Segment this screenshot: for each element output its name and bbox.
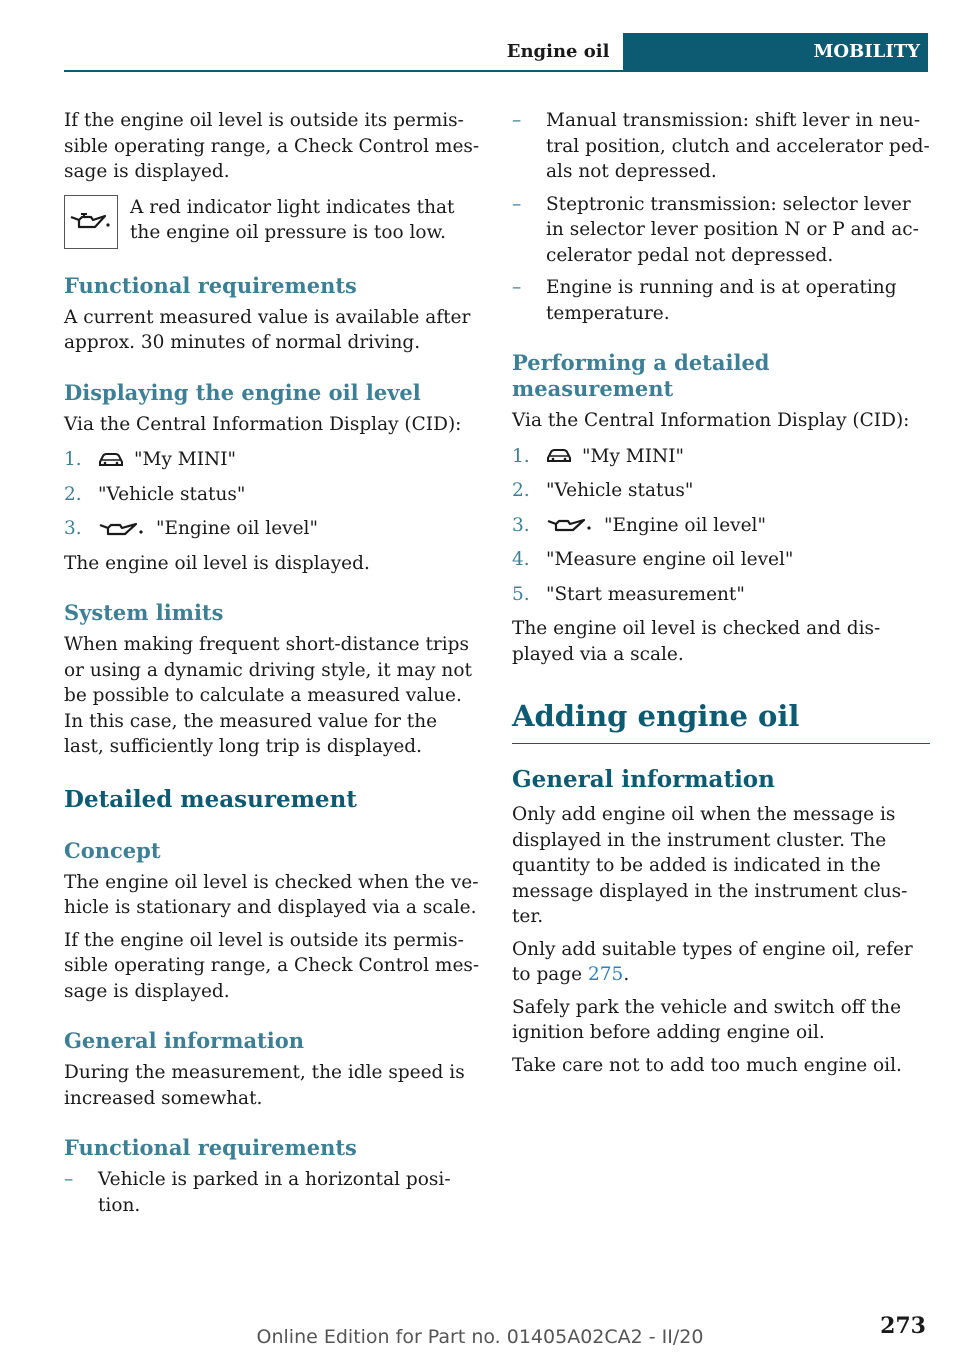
step-number: 2. xyxy=(512,480,530,501)
list-item xyxy=(512,192,930,269)
step-text: "Vehicle status" xyxy=(546,480,694,501)
heading-general-information: General information xyxy=(64,1028,305,1053)
car-icon xyxy=(98,447,124,473)
perform-result: The engine oil level is checked and dis-played via a scale. xyxy=(512,618,881,665)
add-text-1: Only add engine oil when the message is displayed in the instrument cluster. The quantity to be added is indicated in the message displayed in the instrument clus-ter. xyxy=(512,804,908,927)
footer-edition: Online Edition for Part no. 01405A02CA2 - II/20 xyxy=(256,1326,704,1348)
left-column xyxy=(64,108,482,1225)
add-text-2 xyxy=(512,937,930,988)
step-text: "Engine oil level" xyxy=(604,514,766,536)
perform-steps-list xyxy=(512,444,930,608)
page-reference-link[interactable]: 275 xyxy=(588,964,624,985)
general-information-text: During the measurement, the idle speed is increased somewhat. xyxy=(64,1062,465,1109)
oil-can-icon xyxy=(64,195,118,249)
header-rule xyxy=(64,70,928,72)
step-text: "My MINI" xyxy=(134,449,237,470)
add-text-2-suffix: . xyxy=(623,964,630,985)
list-item xyxy=(512,513,930,539)
requirements-list xyxy=(64,1167,482,1218)
list-item xyxy=(64,1167,482,1218)
list-item xyxy=(64,482,482,508)
requirement-text: Engine is running and is at operating temperature. xyxy=(546,277,897,324)
step-text: "Vehicle status" xyxy=(98,483,246,505)
running-header xyxy=(493,33,928,70)
car-icon xyxy=(546,444,572,470)
step-number: 1. xyxy=(512,445,530,467)
header-section-title: Engine oil xyxy=(506,41,610,62)
performing-intro: Via the Central Information Display (CID): xyxy=(512,410,910,431)
page-number: 273 xyxy=(880,1313,926,1339)
heading-system-limits: System limits xyxy=(64,600,224,625)
step-number: 4. xyxy=(512,549,530,570)
display-steps-list xyxy=(64,447,482,542)
displaying-intro: Via the Central Information Display (CID): xyxy=(64,413,462,435)
display-result: The engine oil level is displayed. xyxy=(64,552,370,574)
step-number: 2. xyxy=(64,483,82,505)
heading-functional-requirements: Functional requirements xyxy=(64,272,357,298)
oil-can-icon xyxy=(546,513,594,539)
step-text: "Measure engine oil level" xyxy=(546,549,794,570)
heading-detailed-measurement: Detailed measurement xyxy=(64,785,357,813)
add-text-2-prefix: Only add suitable types of engine oil, refer to page xyxy=(512,938,913,985)
list-item xyxy=(512,108,930,185)
system-limits-text: When making frequent short-distance trips or using a dynamic driving style, it may not be possible to calculate a measured value. In this case, the measured value for the last, sufficiently long trip is displayed. xyxy=(64,634,472,757)
heading-concept: Concept xyxy=(64,837,161,863)
step-number: 3. xyxy=(512,514,530,536)
right-column xyxy=(512,108,930,1085)
heading-displaying-oil-level: Displaying the engine oil level xyxy=(64,379,421,405)
list-item xyxy=(512,478,930,504)
warning-indicator-note xyxy=(64,195,482,249)
step-number: 3. xyxy=(64,518,82,539)
step-text: "Engine oil level" xyxy=(156,518,318,539)
heading-performing-measurement: Performing a detailed measurement xyxy=(512,350,770,401)
heading-adding-engine-oil: Adding engine oil xyxy=(512,697,930,744)
intro-paragraph: If the engine oil level is outside its permis-sible operating range, a Check Control mes-sage is displayed. xyxy=(64,110,480,182)
step-text: "Start measurement" xyxy=(546,583,745,605)
oil-can-icon xyxy=(98,516,146,542)
concept-text-2: If the engine oil level is outside its permis-sible operating range, a Check Control mes-sage is displayed. xyxy=(64,929,480,1002)
step-number: 1. xyxy=(64,449,82,470)
functional-requirements-text: A current measured value is available after approx. 30 minutes of normal driving. xyxy=(64,306,471,353)
requirement-text: Manual transmission: shift lever in neu-tral position, clutch and accelerator ped-als not depressed. xyxy=(546,110,930,182)
heading-functional-requirements-2: Functional requirements xyxy=(64,1135,357,1160)
step-number: 5. xyxy=(512,583,530,605)
dash-bullet: – xyxy=(64,1169,74,1190)
heading-add-general-information: General information xyxy=(512,766,775,793)
requirements-list-continued xyxy=(512,108,930,326)
list-item xyxy=(512,444,930,470)
add-text-3: Safely park the vehicle and switch off the ignition before adding engine oil. xyxy=(512,996,902,1043)
requirement-text: Vehicle is parked in a horizontal posi-tion. xyxy=(98,1169,451,1216)
concept-text-1: The engine oil level is checked when the ve-hicle is stationary and displayed via a scale. xyxy=(64,871,479,918)
list-item xyxy=(64,516,482,542)
dash-bullet: – xyxy=(512,110,522,131)
list-item xyxy=(512,547,930,573)
list-item xyxy=(64,447,482,473)
list-item xyxy=(512,582,930,608)
add-text-4: Take care not to add too much engine oil. xyxy=(512,1054,902,1076)
step-text: "My MINI" xyxy=(582,445,685,467)
requirement-text: Steptronic transmission: selector lever in selector lever position N or P and ac-celerator pedal not depressed. xyxy=(546,193,919,266)
indicator-text: A red indicator light indicates that the engine oil pressure is too low. xyxy=(130,196,455,243)
header-chapter-tab: MOBILITY xyxy=(623,33,928,70)
dash-bullet: – xyxy=(512,193,522,215)
list-item xyxy=(512,275,930,326)
dash-bullet: – xyxy=(512,277,522,298)
